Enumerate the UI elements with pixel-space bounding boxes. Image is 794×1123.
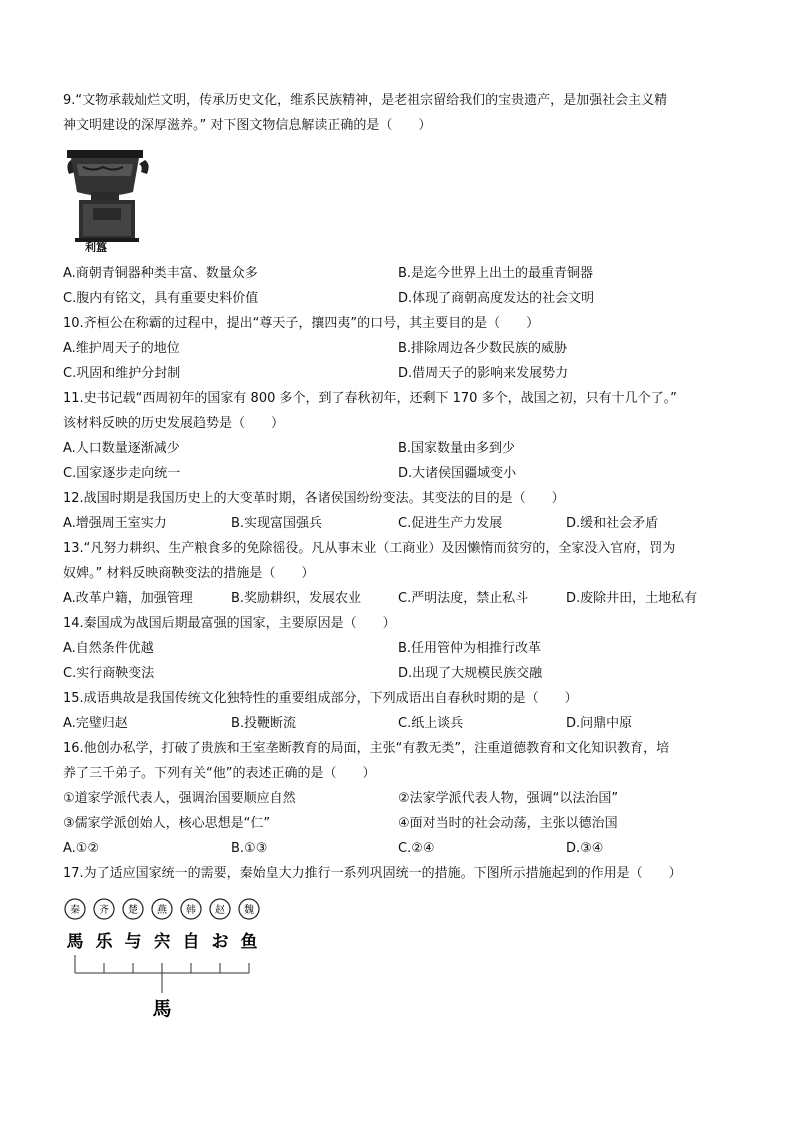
- variant-glyph-3: 宍: [153, 932, 171, 952]
- variant-glyph-1: 乐: [95, 932, 113, 952]
- variant-glyph-4: 自: [182, 932, 200, 952]
- q16-option-a: A.①②: [63, 841, 100, 856]
- q14-option-a: A.自然条件优越: [63, 641, 154, 656]
- q13-option-d: D.废除井田，土地私有: [566, 591, 698, 606]
- connector-lines: [75, 955, 249, 993]
- q11-option-a: A.人口数量逐渐减少: [63, 441, 180, 456]
- q15-option-d: D.问鼎中原: [566, 716, 633, 731]
- q13-option-b: B.奖励耕织，发展农业: [231, 591, 362, 606]
- q14-option-d: D.出现了大规模民族交融: [398, 666, 543, 681]
- q15-stem: 15.成语典故是我国传统文化独特性的重要组成部分，下列成语出自春秋时期的是（ ）: [63, 691, 578, 706]
- q16-stem-line2: 养了三千弟子。下列有关“他”的表述正确的是（ ）: [63, 766, 376, 781]
- q16-statement-1: ①道家学派代表人，强调治国要顺应自然: [63, 791, 296, 806]
- q10-stem: 10.齐桓公在称霸的过程中，提出“尊天子，攘四夷”的口号，其主要目的是（ ）: [63, 316, 540, 331]
- svg-text:秦: 秦: [70, 905, 80, 916]
- q14-option-b: B.任用管仲为相推行改革: [398, 641, 542, 656]
- q13-option-a: A.改革户籍，加强管理: [63, 591, 193, 606]
- liqui-bronze-image: [63, 142, 153, 252]
- q13-stem-line1: 13.“凡努力耕织、生产粮食多的免除徭役。凡从事末业（工商业）及因懒惰而贫穷的，全家没入官府，罚为: [63, 541, 676, 556]
- q16-stem-line1: 16.他创办私学，打破了贵族和王室垄断教育的局面，主张“有教无类”，注重道德教育和文化知识教育，培: [63, 741, 670, 756]
- q16-option-b: B.①③: [231, 841, 268, 856]
- svg-text:齐: 齐: [99, 905, 109, 916]
- variant-glyph-6: 鱼: [240, 932, 258, 952]
- q10-option-d: D.借周天子的影响来发展势力: [398, 366, 569, 381]
- variant-glyph-0: 馬: [66, 932, 84, 952]
- q16-option-d: D.③④: [566, 841, 604, 856]
- svg-text:赵: 赵: [215, 905, 225, 916]
- q16-statement-3: ③儒家学派创始人，核心思想是“仁”: [63, 816, 271, 831]
- state-circle-2: [123, 899, 143, 919]
- q12-option-a: A.增强周王室实力: [63, 516, 167, 531]
- q10-option-c: C.巩固和维护分封制: [63, 366, 181, 381]
- q10-option-a: A.维护周天子的地位: [63, 341, 180, 356]
- q9-stem-line1: 9.“文物承载灿烂文明，传承历史文化，维系民族精神，是老祖宗留给我们的宝贵遗产，是加强社会主义精: [63, 93, 668, 108]
- q16-statement-4: ④面对当时的社会动荡，主张以德治国: [398, 816, 618, 831]
- svg-text:韩: 韩: [186, 905, 196, 916]
- state-circle-0: [65, 899, 85, 919]
- q11-option-c: C.国家逐步走向统一: [63, 466, 181, 481]
- q13-stem-line2: 奴婢。” 材料反映商鞅变法的措施是（ ）: [63, 566, 315, 581]
- q16-statement-2: ②法家学派代表人物，强调“以法治国”: [398, 791, 619, 806]
- q11-option-d: D.大诸侯国疆域变小: [398, 466, 517, 481]
- state-circle-5: [210, 899, 230, 919]
- svg-text:燕: 燕: [157, 905, 167, 916]
- q9-image-caption: 利簋: [85, 241, 107, 252]
- q15-option-a: A.完璧归赵: [63, 716, 128, 731]
- q11-stem-line2: 该材料反映的历史发展趋势是（ ）: [63, 416, 285, 431]
- q9-option-a: A.商朝青铜器种类丰富、数量众多: [63, 266, 258, 281]
- q17-script-unification-diagram: [60, 895, 270, 1025]
- q9-option-d: D.体现了商朝高度发达的社会文明: [398, 291, 595, 306]
- q11-option-b: B.国家数量由多到少: [398, 441, 516, 456]
- state-circle-6: [239, 899, 259, 919]
- state-circle-4: [181, 899, 201, 919]
- q12-option-c: C.促进生产力发展: [398, 516, 503, 531]
- q11-stem-line1: 11.史书记载“西周初年的国家有 800 多个，到了春秋初年，还剩下 170 多个，战国之初，只有十几个了。”: [63, 391, 677, 406]
- q12-stem: 12.战国时期是我国历史上的大变革时期，各诸侯国纷纷变法。其变法的目的是（ ）: [63, 491, 565, 506]
- q13-option-c: C.严明法度，禁止私斗: [398, 591, 529, 606]
- state-circle-3: [152, 899, 172, 919]
- unified-glyph: 馬: [152, 998, 172, 1020]
- svg-text:魏: 魏: [244, 905, 254, 916]
- q9-stem-line2: 神文明建设的深厚滋养。” 对下图文物信息解读正确的是（ ）: [63, 118, 432, 133]
- svg-text:楚: 楚: [128, 905, 138, 916]
- q12-option-d: D.缓和社会矛盾: [566, 516, 659, 531]
- q12-option-b: B.实现富国强兵: [231, 516, 323, 531]
- q14-option-c: C.实行商鞅变法: [63, 666, 155, 681]
- q9-option-b: B.是迄今世界上出土的最重青铜器: [398, 266, 594, 281]
- q17-stem: 17.为了适应国家统一的需要，秦始皇大力推行一系列巩固统一的措施。下图所示措施起到的作用是（ ）: [63, 866, 682, 881]
- q10-option-b: B.排除周边各少数民族的威胁: [398, 341, 568, 356]
- q15-option-c: C.纸上谈兵: [398, 716, 464, 731]
- state-circle-1: [94, 899, 114, 919]
- variant-glyph-5: お: [211, 932, 229, 952]
- q15-option-b: B.投鞭断流: [231, 716, 297, 731]
- q16-option-c: C.②④: [398, 841, 435, 856]
- q14-stem: 14.秦国成为战国后期最富强的国家，主要原因是（ ）: [63, 616, 396, 631]
- variant-glyph-2: 与: [124, 932, 142, 952]
- q9-option-c: C.腹内有铭文，具有重要史料价值: [63, 291, 259, 306]
